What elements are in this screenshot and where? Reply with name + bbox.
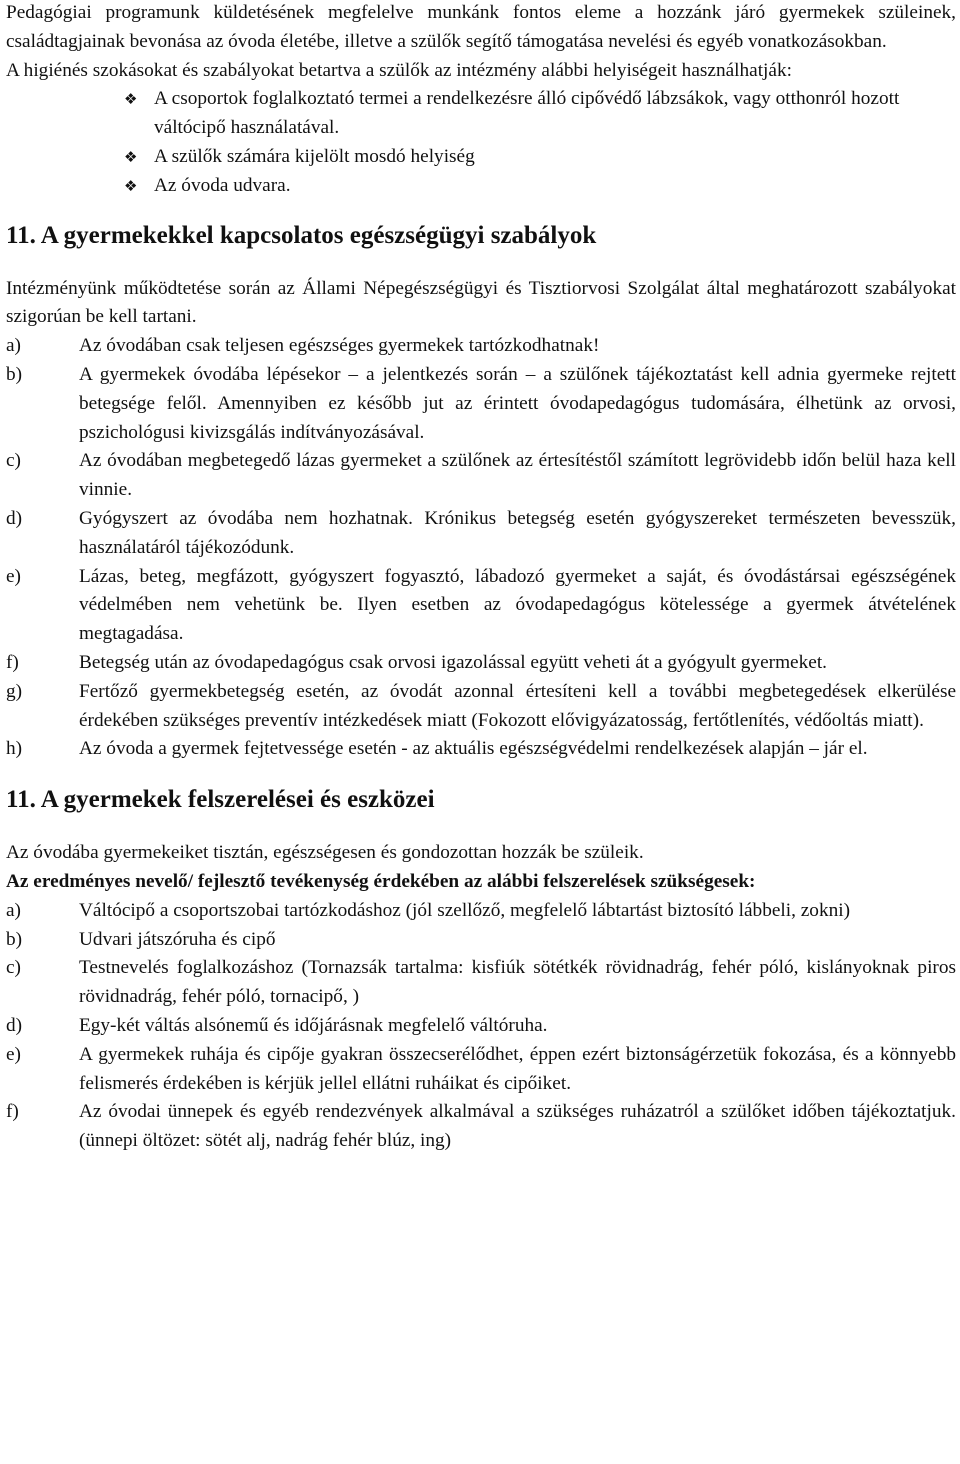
- list-item-text: Udvari játszóruha és cipő: [79, 928, 276, 950]
- list-item-text: Az óvodában megbetegedő lázas gyermeket a szülőnek az értesítéstől számított legrövidebb időn belül haza kell vinnie.: [79, 450, 956, 501]
- list-item: [6, 678, 956, 736]
- section-heading-equipment: 11. A gyermekek felszerelései és eszközei: [6, 786, 435, 814]
- list-item: [6, 505, 956, 563]
- section-heading-health: 11. A gyermekekkel kapcsolatos egészségügyi szabályok: [6, 221, 597, 249]
- item-marker: a): [6, 335, 21, 357]
- item-marker: d): [6, 507, 23, 529]
- list-item: [6, 735, 956, 764]
- list-item-text: Váltócipő a csoportszobai tartózkodáshoz (jól szellőző, megfelelő lábtartást biztosító lábbeli, zokni): [79, 899, 851, 921]
- item-marker: g): [6, 680, 23, 702]
- list-item-text: A gyermekek óvodába lépésekor – a jelentkezés során – a szülőnek tájékoztatást kell adnia gyermeke rejtett betegsége felől. Amennyiben ez később jut az érintett óvodapedagógus tudomására, élhetünk az orvosi, pszichológusi kivizsgálás indítványozásával.: [79, 363, 956, 443]
- equipment-bold-intro: Az eredményes nevelő/ fejlesztő tevékenység érdekében az alábbi felszerelések szükségesek:: [6, 870, 756, 892]
- list-item-text: Egy-két váltás alsónemű és időjárásnak megfelelő váltóruha.: [79, 1014, 548, 1036]
- item-marker: b): [6, 363, 23, 385]
- list-item: [6, 954, 956, 1012]
- item-marker: e): [6, 1043, 21, 1065]
- health-rules-list: [6, 332, 956, 764]
- list-item: [6, 926, 956, 955]
- list-item-text: A gyermekek ruhája és cipője gyakran összecserélődhet, éppen ezért biztonságérzetük fokozása, és a könnyebb felismerés érdekében is kérjük jellel ellátni ruháikat és cipőiket.: [79, 1043, 956, 1094]
- item-marker: b): [6, 928, 23, 950]
- document-page: [6, 0, 956, 1156]
- item-marker: a): [6, 899, 21, 921]
- item-marker: e): [6, 565, 21, 587]
- item-marker: c): [6, 957, 21, 979]
- equipment-intro: Az óvodába gyermekeiket tisztán, egészségesen és gondozottan hozzák be szüleik.: [6, 842, 644, 864]
- list-item-text: Betegség után az óvodapedagógus csak orvosi igazolással együtt veheti át a gyógyult gyermeket.: [79, 651, 827, 673]
- equipment-list: [6, 897, 956, 1156]
- list-item: [6, 1098, 956, 1156]
- facilities-paragraph: A higiénés szokásokat és szabályokat betartva a szülők az intézmény alábbi helyiségeit használhatják:: [6, 59, 792, 81]
- item-marker: f): [6, 651, 19, 673]
- list-item: [120, 172, 956, 201]
- list-item-text: A csoportok foglalkoztató termei a rendelkezésre álló cipővédő lábzsákok, vagy otthonról hozott váltócipő használatával.: [154, 88, 900, 139]
- list-item-text: A szülők számára kijelölt mosdó helyiség: [154, 145, 475, 167]
- list-item: [6, 1012, 956, 1041]
- item-marker: c): [6, 450, 21, 472]
- item-marker: h): [6, 738, 23, 760]
- list-item-text: Az óvoda a gyermek fejtetvessége esetén - az aktuális egészségvédelmi rendelkezések alapján – jár el.: [79, 738, 868, 760]
- list-item: [120, 85, 956, 143]
- diamond-bullet-icon: ❖: [124, 90, 138, 109]
- intro-paragraph: Pedagógiai programunk küldetésének megfelelve munkánk fontos eleme a hozzánk járó gyermekek szüleinek, családtagjainak bevonása az óvoda életébe, illetve a szülők segítő támogatása nevelési és egyéb vonatkozásokban.: [6, 2, 956, 52]
- diamond-bullet-icon: ❖: [124, 176, 138, 195]
- list-item-text: Lázas, beteg, megfázott, gyógyszert fogyasztó, lábadozó gyermeket a saját, és óvodástársai egészségének védelmében nem vehetünk be. Ilyen esetben az óvodapedagógus kötelessége a gyermek átvételének megtagadása.: [79, 565, 956, 645]
- list-item: [6, 1041, 956, 1099]
- list-item: [6, 563, 956, 649]
- facilities-list: [6, 85, 956, 200]
- list-item-text: Az óvodai ünnepek és egyéb rendezvények alkalmával a szükséges ruházatról a szülőket időben tájékoztatjuk. (ünnepi öltözet: sötét alj, nadrág fehér blúz, ing): [79, 1101, 956, 1152]
- item-marker: d): [6, 1014, 23, 1036]
- list-item-text: Az óvoda udvara.: [154, 174, 291, 196]
- list-item-text: Testnevelés foglalkozáshoz (Tornazsák tartalma: kisfiúk sötétkék rövidnadrág, fehér póló, kislányoknak piros rövidnadrág, fehér póló, tornacipő, ): [79, 957, 956, 1008]
- list-item-text: Gyógyszert az óvodába nem hozhatnak. Krónikus betegség esetén gyógyszereket természeten bevesszük, használatáról tájékozódunk.: [79, 507, 956, 558]
- diamond-bullet-icon: ❖: [124, 147, 138, 166]
- health-intro: Intézményünk működtetése során az Állami Népegészségügyi és Tisztiorvosi Szolgálat által meghatározott szabályokat szigorúan be kell tartani.: [6, 277, 956, 328]
- list-item-text: Fertőző gyermekbetegség esetén, az óvodát azonnal értesíteni kell a további megbetegedések elkerülése érdekében szükséges preventív intézkedések miatt (Fokozott elővigyázatosság, fertőtlenítés, védőoltás miatt).: [79, 680, 956, 731]
- list-item: [6, 897, 956, 926]
- list-item: [120, 143, 956, 172]
- list-item: [6, 649, 956, 678]
- list-item-text: Az óvodában csak teljesen egészséges gyermekek tartózkodhatnak!: [79, 335, 600, 357]
- list-item: [6, 447, 956, 505]
- item-marker: f): [6, 1101, 19, 1123]
- list-item: [6, 332, 956, 361]
- list-item: [6, 361, 956, 447]
